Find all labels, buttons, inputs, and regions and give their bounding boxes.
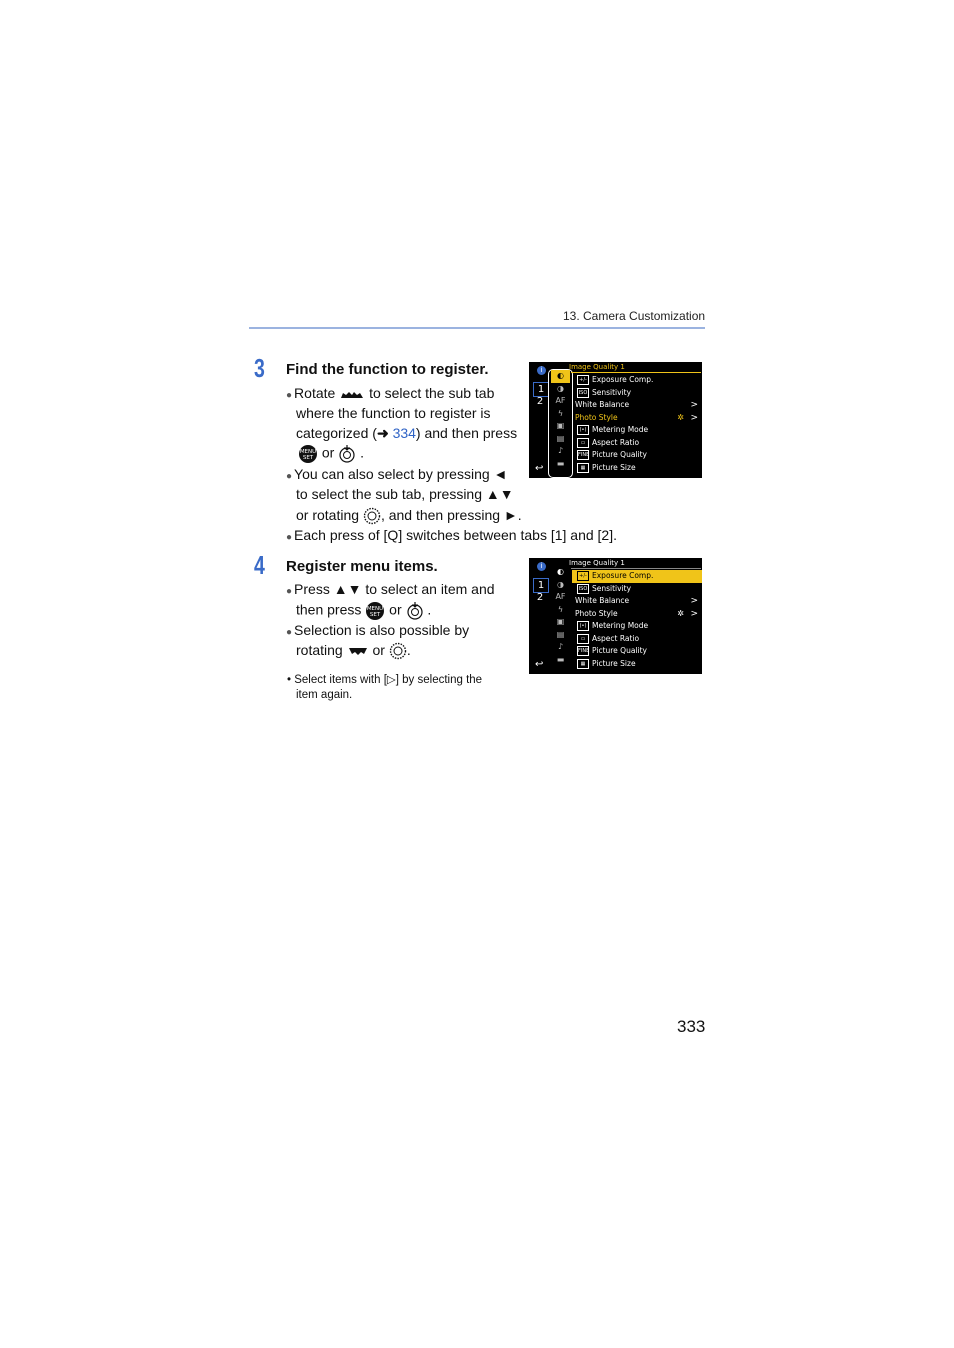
triangle-right-icon: ▷: [386, 674, 396, 686]
instruction-line: categorized (➜ 334) and then press: [296, 425, 518, 441]
subtab-icon[interactable]: ◑: [557, 579, 564, 589]
subtab-icon[interactable]: ▣: [556, 421, 565, 430]
back-icon[interactable]: ↩: [535, 659, 544, 670]
screen-title: Image Quality 1: [569, 363, 625, 371]
instruction-line: ● Selection is also possible by: [286, 622, 470, 638]
menu-item[interactable]: ISO Sensitivity: [578, 387, 632, 397]
menu-item-selected[interactable]: +/- Exposure Comp.: [572, 570, 702, 583]
note-line: item again.: [296, 689, 353, 701]
control-dial-icon: [363, 507, 381, 525]
menu-item[interactable]: White Balance >: [575, 596, 698, 606]
page-number: 333: [677, 1017, 706, 1036]
instruction-line: rotating or .: [296, 642, 411, 660]
rear-dial-icon: [347, 645, 369, 657]
instruction-line: where the function to register is: [296, 405, 491, 421]
joystick-press-icon: [338, 444, 356, 464]
mic-icon[interactable]: ♪: [557, 446, 564, 455]
svg-text:SET: SET: [370, 612, 381, 618]
note-line: • Select items with [▷] by selecting the: [287, 674, 483, 686]
back-icon[interactable]: ↩: [535, 463, 544, 474]
svg-text:MENU: MENU: [367, 606, 384, 612]
step-number: 3: [254, 353, 265, 383]
svg-text:MENU: MENU: [299, 449, 317, 455]
small-bullet: •: [287, 674, 292, 686]
menu-item[interactable]: ▦ Picture Size: [572, 658, 702, 671]
menu-item[interactable]: ▦ Picture Size: [572, 462, 702, 475]
bullet-icon: ●: [286, 471, 293, 482]
tab-2[interactable]: 2: [536, 396, 544, 407]
menu-item[interactable]: +/- Exposure Comp.: [572, 374, 702, 387]
subtab-icon[interactable]: ▬: [556, 654, 565, 664]
step-number: 4: [254, 550, 265, 580]
instruction-line: ● Rotate to select the sub tab: [286, 385, 495, 401]
menu-item[interactable]: (•) Metering Mode: [572, 424, 702, 437]
menu-item[interactable]: ▭ Aspect Ratio: [572, 437, 702, 450]
menu-item[interactable]: Photo Style ✲ >: [575, 412, 698, 423]
instruction-line: or rotating , and then pressing ►.: [296, 507, 522, 525]
tab-1[interactable]: 1: [533, 578, 549, 593]
menu-item[interactable]: FINE Picture Quality: [578, 450, 647, 459]
bullet-icon: ●: [286, 627, 293, 638]
subtab-icon[interactable]: ▣: [556, 617, 565, 626]
subtab-photo-icon[interactable]: ◐: [557, 567, 564, 576]
title-rule: [571, 568, 701, 569]
bullet-icon: ●: [286, 532, 293, 543]
subtab-column: [551, 370, 570, 470]
bullet-icon: ●: [286, 586, 293, 597]
menu-set-button-icon: [298, 444, 318, 464]
subtab-photo-icon[interactable]: ◐: [551, 370, 570, 383]
page-link[interactable]: 334: [392, 425, 416, 441]
mic-icon[interactable]: ♪: [557, 642, 564, 651]
subtab-column: [551, 566, 570, 666]
submenu-arrow-icon: >: [690, 608, 698, 619]
film-icon[interactable]: ▤: [556, 433, 565, 443]
flash-icon[interactable]: ϟ: [557, 604, 564, 614]
control-dial-icon: [389, 642, 407, 660]
menu-item[interactable]: ISO Sensitivity: [578, 583, 632, 593]
spark-icon: ✲: [677, 608, 684, 618]
menu-item[interactable]: White Balance >: [575, 400, 698, 410]
instruction-line: ● Press ▲▼ to select an item and: [286, 581, 495, 597]
instruction-line: ● You can also select by pressing ◄: [286, 466, 508, 482]
camera-menu-screen: [529, 362, 702, 478]
screen-title: Image Quality 1: [569, 559, 625, 567]
header-rule: [249, 327, 705, 329]
instruction-line: to select the sub tab, pressing ▲▼: [296, 486, 514, 502]
menu-item[interactable]: Photo Style ✲ >: [575, 608, 698, 619]
menu-item[interactable]: FINE Picture Quality: [578, 646, 647, 655]
front-dial-icon: [339, 388, 365, 400]
camera-menu-screen: [529, 558, 702, 674]
menu-item-list: [572, 374, 702, 474]
submenu-arrow-icon: >: [690, 412, 698, 423]
info-icon: i: [537, 562, 546, 571]
flash-icon[interactable]: ϟ: [557, 408, 564, 418]
instruction-line: MENU SET or .: [298, 444, 364, 464]
step-title: Register menu items.: [286, 558, 438, 575]
info-icon: i: [537, 366, 546, 375]
subtab-icon[interactable]: AF: [555, 592, 566, 601]
step-title: Find the function to register.: [286, 361, 489, 378]
spark-icon: ✲: [677, 412, 684, 422]
chapter-title: 13. Camera Customization: [563, 309, 706, 323]
subtab-icon[interactable]: ◑: [557, 383, 564, 393]
submenu-arrow-icon: >: [690, 400, 698, 410]
instruction-line: then press MENU SET or .: [296, 601, 431, 621]
svg-text:SET: SET: [302, 455, 314, 461]
menu-item-list: [572, 570, 702, 670]
film-icon[interactable]: ▤: [556, 629, 565, 639]
tab-2[interactable]: 2: [536, 592, 544, 603]
bullet-icon: ●: [286, 390, 293, 401]
menu-item[interactable]: (•) Metering Mode: [572, 620, 702, 633]
title-rule: [571, 372, 701, 373]
menu-item[interactable]: ▭ Aspect Ratio: [572, 633, 702, 646]
tab-1[interactable]: 1: [533, 382, 549, 397]
subtab-icon[interactable]: ▬: [556, 458, 565, 468]
instruction-line: ● Each press of [Q] switches between tabs [1] and [2].: [286, 527, 617, 543]
submenu-arrow-icon: >: [690, 596, 698, 606]
menu-set-button-icon: [365, 601, 385, 621]
subtab-icon[interactable]: AF: [555, 396, 566, 405]
joystick-press-icon: [406, 601, 424, 621]
arrow-icon: ➜: [376, 425, 389, 441]
